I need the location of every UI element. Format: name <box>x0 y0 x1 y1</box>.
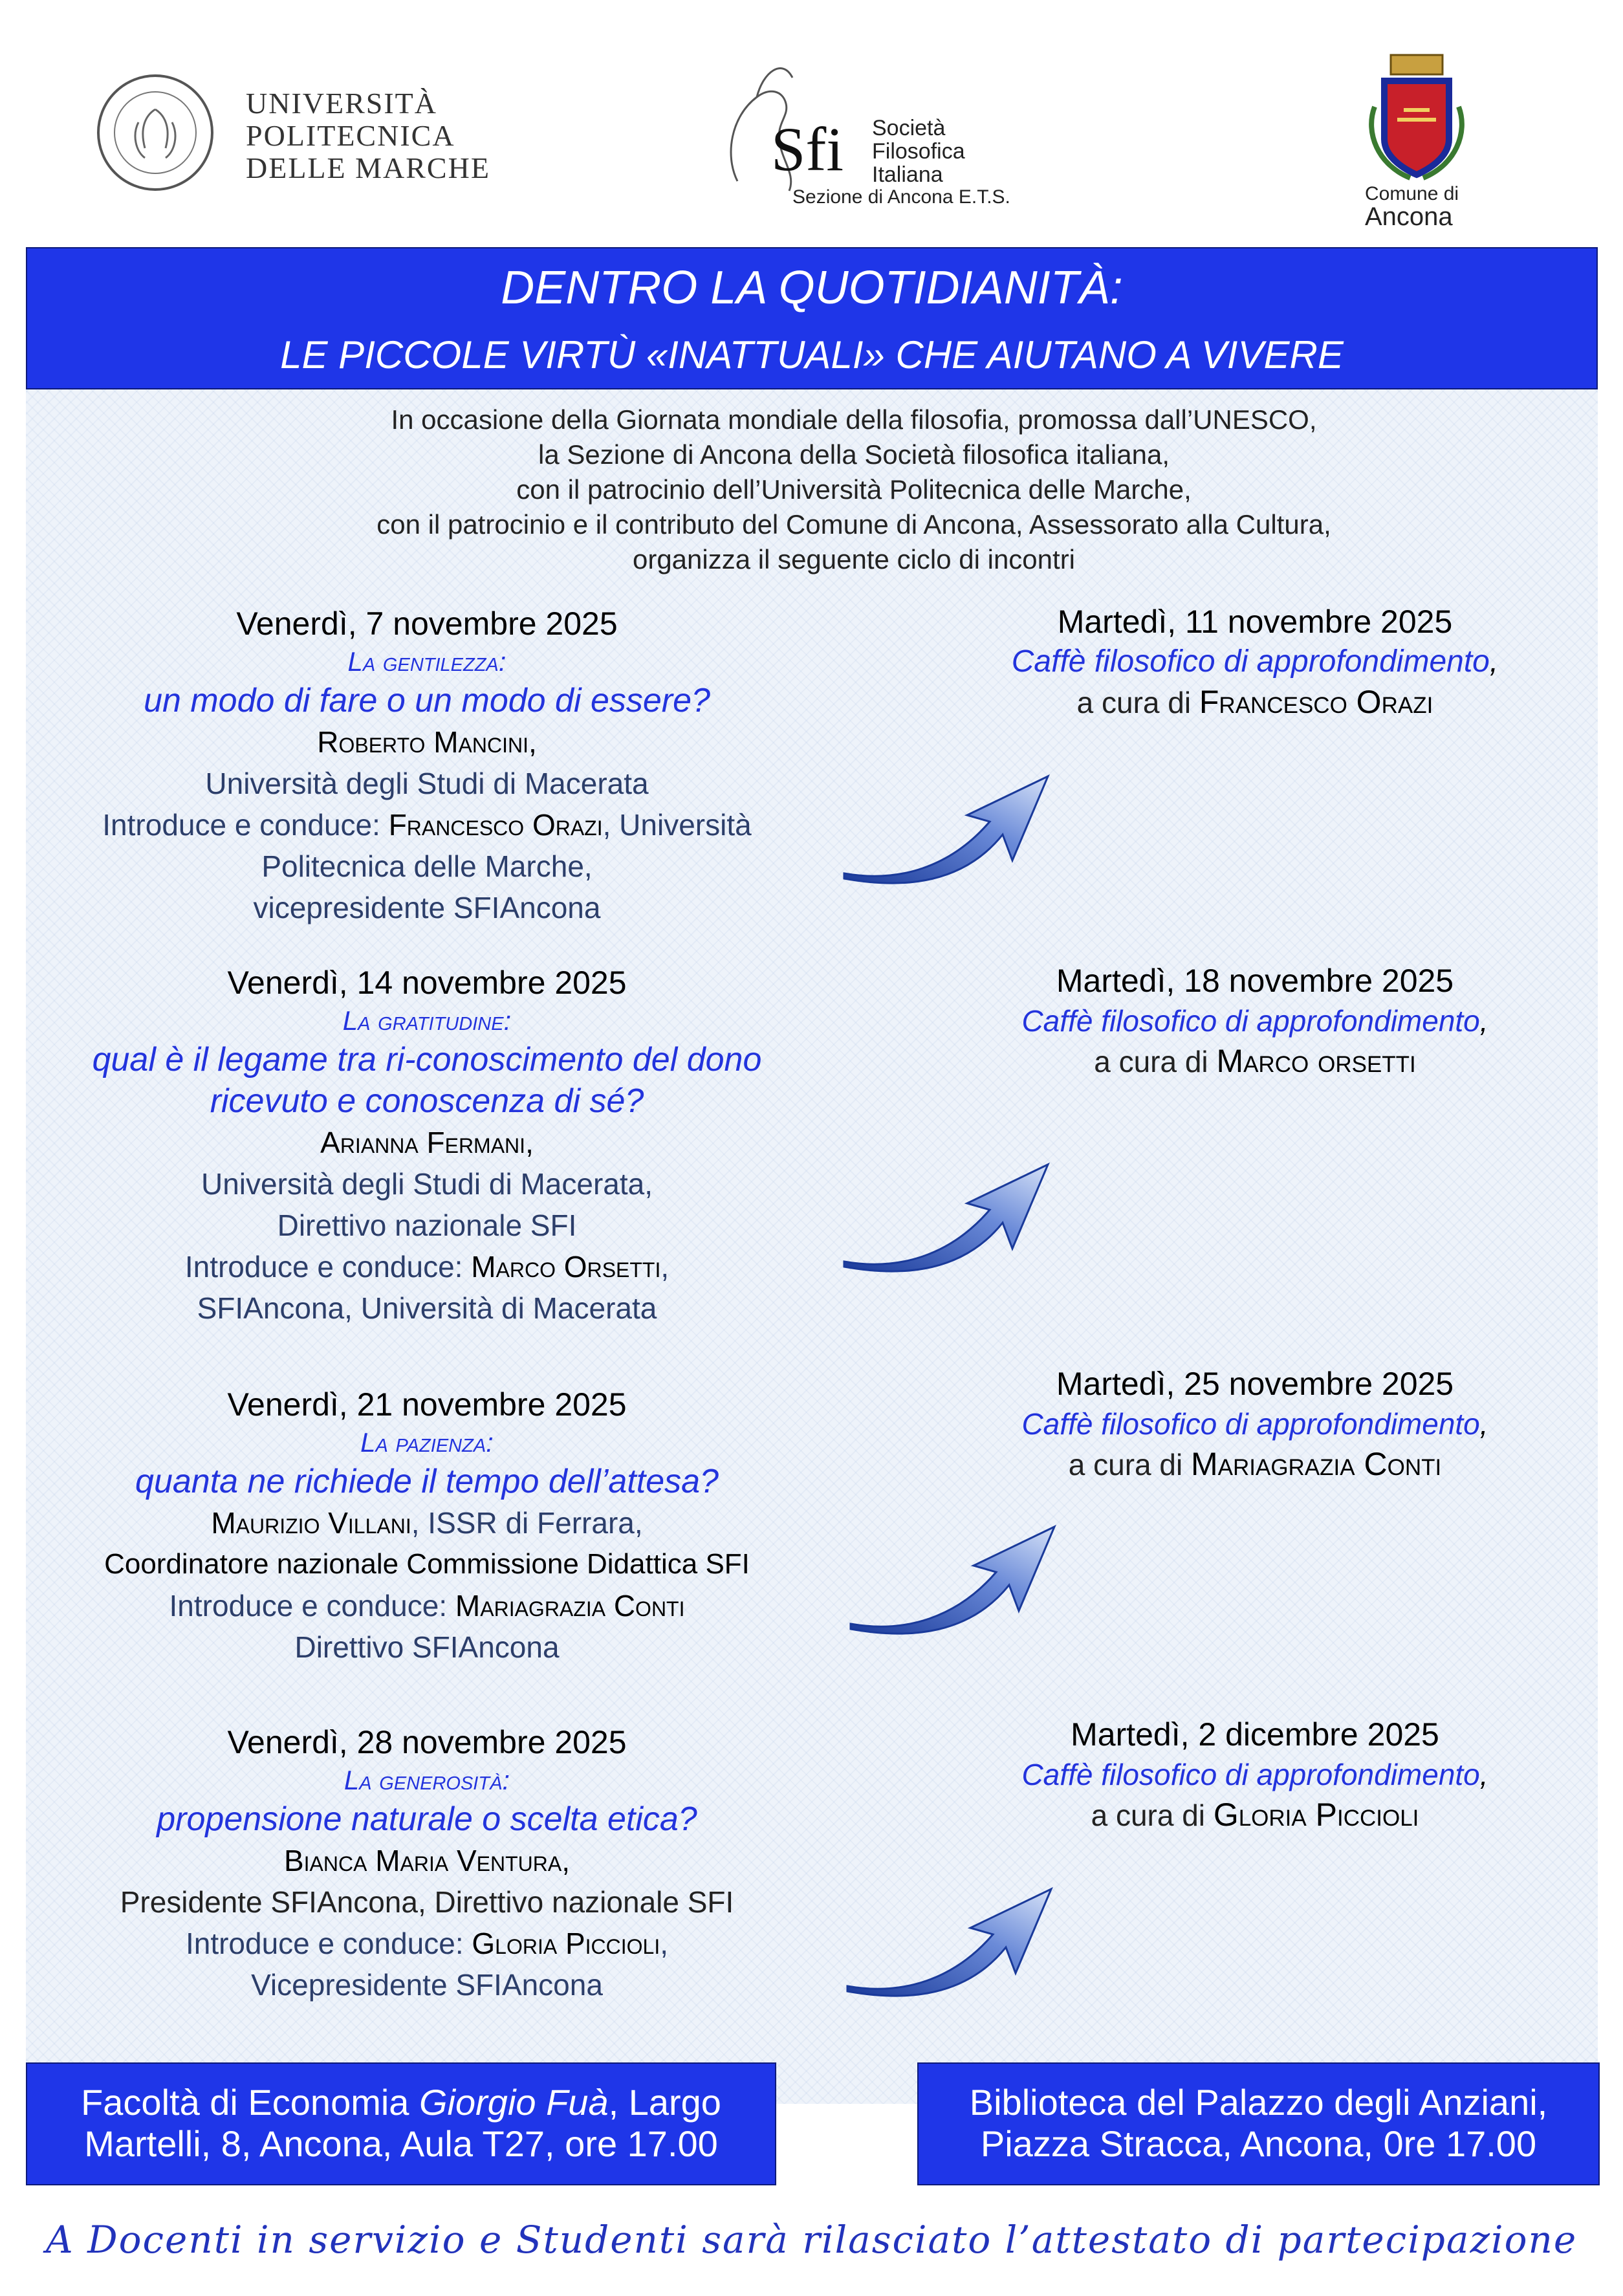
cafe-by-label: a cura di <box>1076 686 1199 719</box>
sfi-name-line: Società <box>872 116 946 140</box>
arrow-icon <box>841 770 1054 893</box>
cafe-4 <box>944 1714 1565 1835</box>
intro-line: In occasione della Giornata mondiale della filosofia, promossa dall’UNESCO, <box>391 404 1317 435</box>
event-question: quanta ne richiede il tempo dell’attesa? <box>135 1463 719 1500</box>
arrow-icon <box>844 1883 1058 2006</box>
speaker-name: Maurizio Villani <box>211 1506 411 1540</box>
cafe-comma: , <box>1479 1004 1488 1038</box>
intro-label: Introduce e conduce: <box>102 808 389 842</box>
cafe-host: Francesco Orazi <box>1199 684 1433 720</box>
moderator-affiliation: SFIAncona, Università di Macerata <box>197 1291 657 1325</box>
event-date: Venerdì, 28 novembre 2025 <box>227 1724 627 1760</box>
event-date: Venerdì, 14 novembre 2025 <box>227 965 627 1001</box>
venue-text: , Largo <box>608 2082 721 2123</box>
speaker-suffix: , <box>528 725 537 759</box>
intro-line: con il patrocinio e il contributo del Comune di Ancona, Assessorato alla Cultura, <box>376 509 1331 540</box>
comune-label: Comune di <box>1365 183 1459 204</box>
arrow-icon <box>847 1520 1061 1643</box>
comune-coat-of-arms <box>1358 49 1475 191</box>
cafe-host: Mariagrazia Conti <box>1190 1446 1442 1482</box>
moderator-affiliation: Vicepresidente SFIAncona <box>251 1968 603 2002</box>
university-name-line: DELLE MARCHE <box>246 151 490 184</box>
cafe-by-label: a cura di <box>1094 1045 1217 1078</box>
venue-name: Giorgio Fuà <box>419 2082 609 2123</box>
speaker-affiliation: Università degli Studi di Macerata, <box>201 1167 653 1201</box>
speaker-suffix: , <box>525 1126 534 1159</box>
certificate-note: A Docenti in servizio e Studenti sarà rilasciato l’attestato di partecipazione <box>45 2218 1578 2262</box>
speaker-affiliation: Università degli Studi di Macerata <box>205 767 649 800</box>
speaker-name: Arianna Fermani <box>320 1126 526 1159</box>
moderator-name: Francesco Orazi <box>388 808 603 842</box>
event-topic: La generosità: <box>343 1765 510 1795</box>
event-question: qual è il legame tra ri-conoscimento del dono <box>92 1041 762 1078</box>
speaker-affiliation: Presidente SFIAncona, Direttivo nazionale SFI <box>120 1885 734 1919</box>
sfi-name-line: Italiana <box>872 162 943 187</box>
cafe-2 <box>944 961 1565 1082</box>
cafe-date: Martedì, 18 novembre 2025 <box>1056 963 1454 999</box>
venue-text: Facoltà di Economia <box>81 2082 419 2123</box>
moderator-affiliation: vicepresidente SFIAncona <box>253 891 601 924</box>
university-seal-logo <box>97 74 213 191</box>
speaker-suffix: , ISSR di Ferrara, <box>411 1506 643 1540</box>
intro-line: con il patrocinio dell’Università Politecnica delle Marche, <box>516 474 1192 505</box>
cafe-host: Gloria Piccioli <box>1213 1797 1419 1833</box>
venue-box-left <box>26 2062 776 2185</box>
event-2 <box>65 963 789 1329</box>
speaker-suffix: , <box>561 1844 571 1877</box>
moderator-name: Mariagrazia Conti <box>455 1589 685 1623</box>
cafe-3 <box>944 1364 1565 1485</box>
moderator-suffix: , <box>660 1250 670 1284</box>
university-name-line: POLITECNICA <box>246 119 455 152</box>
cafe-date: Martedì, 2 dicembre 2025 <box>1071 1716 1439 1753</box>
sfi-section-label: Sezione di Ancona E.T.S. <box>792 186 1010 208</box>
venue-name: Biblioteca del Palazzo degli Anziani, <box>969 2082 1548 2123</box>
intro-line: la Sezione di Ancona della Società filosofica italiana, <box>538 439 1170 470</box>
university-name <box>246 87 490 184</box>
event-question: un modo di fare o un modo di essere? <box>144 682 710 719</box>
intro-label: Introduce e conduce: <box>185 1927 472 1960</box>
sfi-name-line: Filosofica <box>872 139 965 164</box>
intro-line: organizza il seguente ciclo di incontri <box>632 544 1076 574</box>
cafe-date: Martedì, 11 novembre 2025 <box>1057 604 1453 640</box>
cafe-date: Martedì, 25 novembre 2025 <box>1056 1366 1454 1402</box>
moderator-suffix: , Università <box>602 808 752 842</box>
moderator-affiliation: Politecnica delle Marche, <box>261 849 593 883</box>
cafe-comma: , <box>1479 1407 1488 1441</box>
event-1 <box>65 604 789 928</box>
university-name-line: UNIVERSITÀ <box>246 87 437 120</box>
speaker-affiliation: Direttivo nazionale SFI <box>277 1208 577 1242</box>
event-question: ricevuto e conoscenza di sé? <box>210 1082 644 1120</box>
cafe-title: Caffè filosofico di approfondimento <box>1021 1758 1480 1791</box>
venue-box-right <box>917 2062 1600 2185</box>
speaker-name: Bianca Maria Ventura <box>283 1844 562 1877</box>
event-3 <box>65 1384 789 1668</box>
sfi-mark: Sfi <box>771 115 844 184</box>
cafe-comma: , <box>1479 1758 1488 1791</box>
speaker-name: Roberto Mancini <box>317 725 528 759</box>
speaker-affiliation: Coordinatore nazionale Commissione Didattica SFI <box>104 1548 750 1580</box>
event-topic: La pazienza: <box>360 1427 494 1458</box>
cafe-comma: , <box>1489 644 1499 679</box>
event-topic: La gentilezza: <box>347 646 507 677</box>
moderator-name: Marco Orsetti <box>471 1250 661 1284</box>
cafe-by-label: a cura di <box>1091 1799 1214 1832</box>
subtitle: LE PICCOLE VIRTÙ «INATTUALI» CHE AIUTANO A VIVERE <box>280 333 1344 377</box>
moderator-affiliation: Direttivo SFIAncona <box>294 1630 560 1664</box>
cafe-1 <box>944 602 1565 723</box>
cafe-title: Caffè filosofico di approfondimento <box>1021 1407 1480 1441</box>
event-date: Venerdì, 7 novembre 2025 <box>236 606 618 642</box>
main-title: DENTRO LA QUOTIDIANITÀ: <box>501 262 1123 314</box>
title-banner <box>26 247 1598 389</box>
cafe-host: Marco orsetti <box>1216 1043 1416 1079</box>
intro-text <box>155 402 1552 577</box>
moderator-suffix: , <box>660 1927 669 1960</box>
moderator-name: Gloria Piccioli <box>472 1927 660 1960</box>
event-question: propensione naturale o scelta etica? <box>157 1800 697 1838</box>
venue-address: Piazza Stracca, Ancona, 0re 17.00 <box>980 2123 1537 2164</box>
intro-label: Introduce e conduce: <box>169 1589 455 1623</box>
event-4 <box>65 1722 789 2006</box>
event-date: Venerdì, 21 novembre 2025 <box>227 1386 627 1423</box>
cafe-title: Caffè filosofico di approfondimento <box>1021 1004 1480 1038</box>
arrow-icon <box>841 1158 1054 1281</box>
cafe-by-label: a cura di <box>1068 1448 1191 1481</box>
event-topic: La gratitudine: <box>342 1005 512 1036</box>
venue-address: Martelli, 8, Ancona, Aula T27, ore 17.00 <box>84 2123 718 2164</box>
intro-label: Introduce e conduce: <box>184 1250 472 1284</box>
comune-name: Ancona <box>1365 202 1453 231</box>
cafe-title: Caffè filosofico di approfondimento <box>1011 644 1490 679</box>
